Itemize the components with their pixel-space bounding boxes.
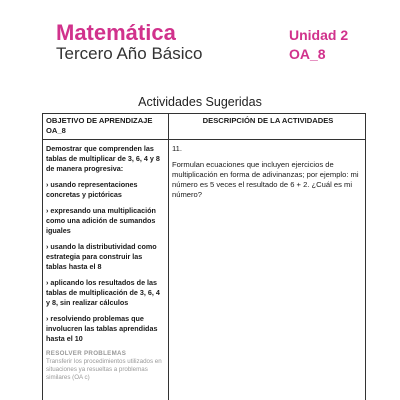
- objective-cell: [46, 144, 165, 382]
- objective-item-text: usando la distributividad como estrategia para construir las tablas hasta el 8: [46, 242, 157, 271]
- objective-item: [46, 242, 165, 272]
- objective-item-text: usando representaciones concretas y pictóricas: [46, 180, 138, 199]
- objective-item: [46, 278, 165, 308]
- skill-title: RESOLVER PROBLEMAS: [46, 350, 127, 357]
- skill-text: Transferir los procedimientos utilizados en situaciones ya resueltas a problemas similares (OA c): [46, 358, 162, 381]
- objective-lead: Demostrar que comprenden las tablas de multiplicar de 3, 6, 4 y 8 de manera progresiva:: [46, 144, 160, 173]
- objective-item: [46, 180, 165, 200]
- objective-item-text: aplicando los resultados de las tablas de multiplicación de 3, 6, 4 y 8, sin realizar cálculos: [46, 278, 160, 307]
- objective-item: [46, 314, 165, 344]
- bullet-icon: ›: [46, 242, 49, 251]
- section-heading: Actividades Sugeridas: [138, 95, 262, 109]
- header-divider: [43, 139, 365, 140]
- bullet-icon: ›: [46, 314, 49, 323]
- objective-item-text: resolviendo problemas que involucren las tablas aprendidas hasta el 10: [46, 314, 158, 343]
- grade-level: Tercero Año Básico: [56, 44, 203, 63]
- description-cell: [172, 144, 364, 200]
- activity-text: Formulan ecuaciones que incluyen ejercicios de multiplicación en forma de adivinanzas; por ejemplo: mi número es 5 veces el resultado de 6 + 2. ¿Cuál es mi número?: [172, 160, 359, 199]
- objective-code: OA_8: [289, 46, 326, 62]
- column-divider: [168, 114, 169, 400]
- objective-item: [46, 206, 165, 236]
- document-header: [0, 0, 400, 80]
- bullet-icon: ›: [46, 180, 49, 189]
- skill-block: [46, 350, 165, 382]
- unit-label: Unidad 2: [289, 27, 349, 43]
- objective-column-header: OBJETIVO DE APRENDIZAJE OA_8: [46, 116, 153, 135]
- subject-title: Matemática: [56, 20, 176, 45]
- objective-item-text: expresando una multiplicación como una adición de sumandos iguales: [46, 206, 156, 235]
- description-column-header: DESCRIPCIÓN DE LA ACTIVIDADES: [202, 116, 334, 125]
- activities-table: [42, 113, 366, 400]
- bullet-icon: ›: [46, 278, 49, 287]
- bullet-icon: ›: [46, 206, 49, 215]
- activity-number: 11.: [172, 144, 182, 153]
